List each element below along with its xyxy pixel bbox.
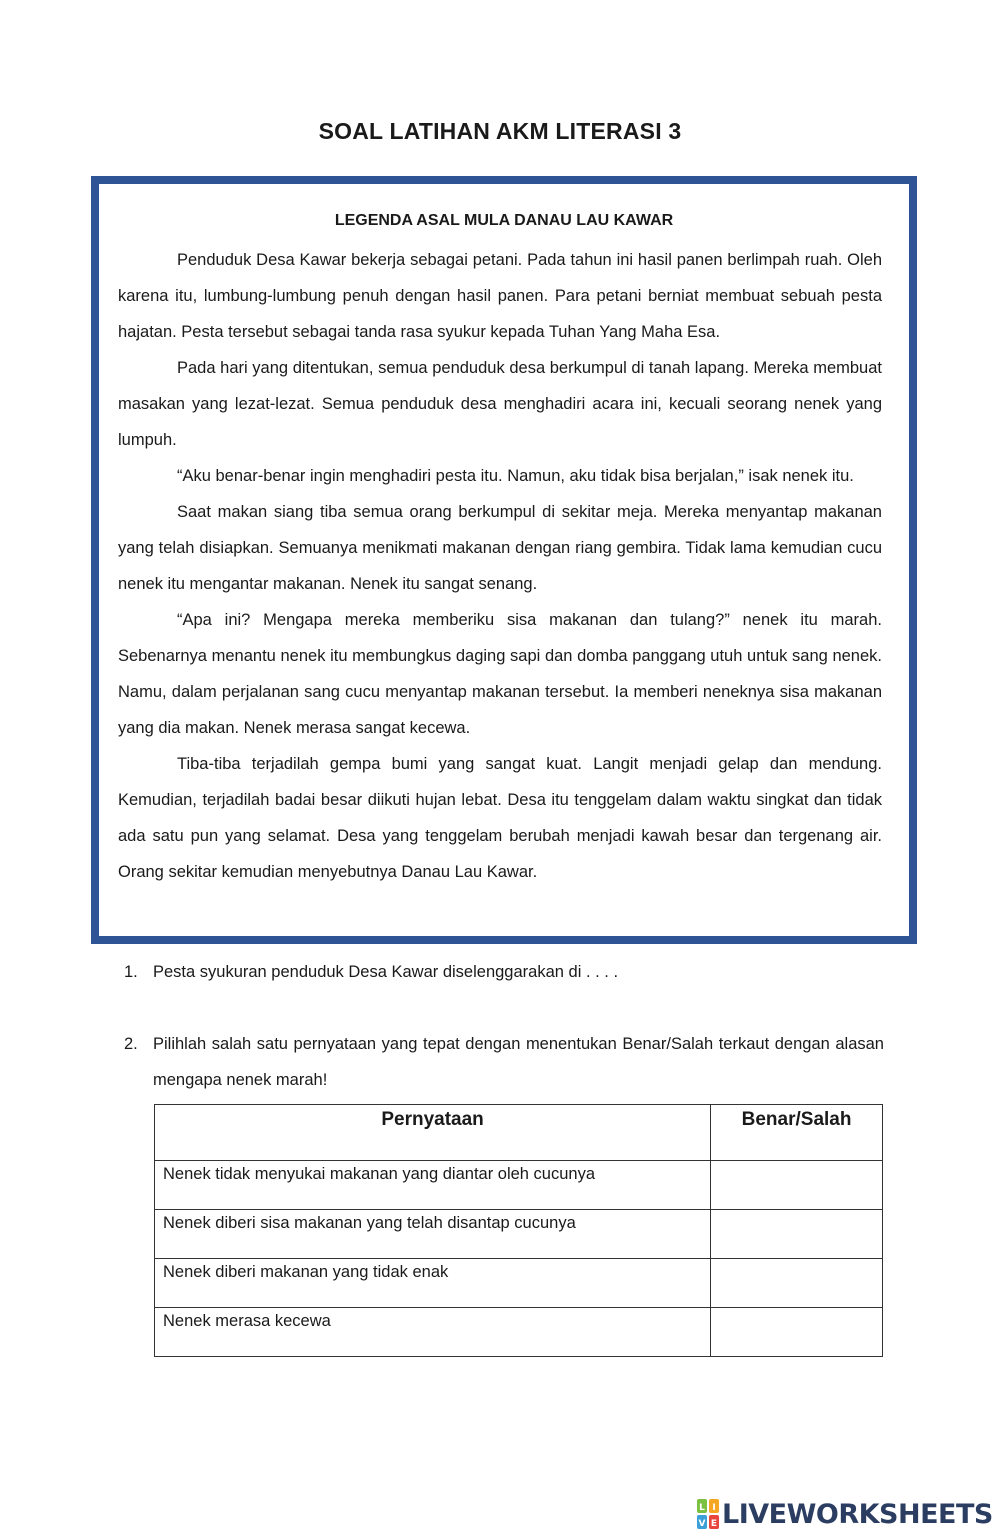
story-title: LEGENDA ASAL MULA DANAU LAU KAWAR xyxy=(334,212,674,229)
header-statement: Pernyataan xyxy=(155,1105,711,1161)
question-number: 1. xyxy=(124,963,138,981)
statement-cell: Nenek diberi sisa makanan yang telah disantap cucunya xyxy=(155,1210,711,1259)
table-row xyxy=(155,1308,883,1357)
statement-cell: Nenek merasa kecewa xyxy=(155,1308,711,1357)
story-paragraph: Saat makan siang tiba semua orang berkumpul di sekitar meja. Mereka menyantap makanan yang telah disiapkan. Semuanya menikmati makanan dengan riang gembira. Tidak lama kemudian cucu nenek itu mengantar makanan. Nenek itu sangat senang. xyxy=(118,503,882,593)
svg-text:L: L xyxy=(699,1503,705,1513)
story-box xyxy=(91,176,917,944)
story-paragraph: “Apa ini? Mengapa mereka memberiku sisa makanan dan tulang?” nenek itu marah. Sebenarnya menantu nenek itu membungkus daging sapi dan domba panggang utuh untuk sang nenek. Namu, dalam perjalanan sang cucu menyantap makanan tersebut. Ia memberi neneknya sisa makanan yang dia makan. Nenek merasa sangat kecewa. xyxy=(118,611,882,737)
answer-cell[interactable] xyxy=(711,1308,883,1357)
question-number: 2. xyxy=(124,1035,138,1053)
statement-cell: Nenek tidak menyukai makanan yang diantar oleh cucunya xyxy=(155,1161,711,1210)
question-2 xyxy=(124,1026,884,1098)
table-row xyxy=(155,1210,883,1259)
answer-cell[interactable] xyxy=(711,1259,883,1308)
svg-text:E: E xyxy=(710,1519,718,1529)
question-text: Pilihlah salah satu pernyataan yang tepat dengan menentukan Benar/Salah terkaut dengan alasan mengapa nenek marah! xyxy=(153,1035,884,1089)
story-paragraph: Tiba-tiba terjadilah gempa bumi yang sangat kuat. Langit menjadi gelap dan mendung. Kemudian, terjadilah badai besar diikuti hujan lebat. Desa itu tenggelam dalam waktu singkat dan tidak ada satu pun yang selamat. Desa yang tenggelam berubah menjadi kawah besar dan tergenang air. Orang sekitar kemudian menyebutnya Danau Lau Kawar. xyxy=(118,755,882,881)
story-body xyxy=(118,242,882,890)
story-paragraph: “Aku benar-benar ingin menghadiri pesta itu. Namun, aku tidak bisa berjalan,” isak nenek itu. xyxy=(177,467,854,485)
answer-cell[interactable] xyxy=(711,1161,883,1210)
table-row xyxy=(155,1259,883,1308)
table-header-row xyxy=(155,1105,883,1161)
answer-cell[interactable] xyxy=(711,1210,883,1259)
svg-text:I: I xyxy=(712,1503,716,1513)
logo-text: LIVEWORKSHEETS xyxy=(722,1498,993,1530)
statement-cell: Nenek diberi makanan yang tidak enak xyxy=(155,1259,711,1308)
question-text: Pesta syukuran penduduk Desa Kawar diselenggarakan di . . . . xyxy=(153,963,619,981)
liveworksheets-mark-icon xyxy=(697,1499,719,1529)
svg-text:V: V xyxy=(698,1519,706,1529)
liveworksheets-logo xyxy=(697,1497,993,1531)
story-paragraph: Penduduk Desa Kawar bekerja sebagai petani. Pada tahun ini hasil panen berlimpah ruah. Oleh karena itu, lumbung-lumbung penuh dengan hasil panen. Para petani berniat membuat sebuah pesta hajatan. Pesta tersebut sebagai tanda rasa syukur kepada Tuhan Yang Maha Esa. xyxy=(118,251,882,341)
header-answer: Benar/Salah xyxy=(711,1105,883,1161)
page-title: SOAL LATIHAN AKM LITERASI 3 xyxy=(318,118,682,144)
answer-table xyxy=(154,1104,883,1357)
story-paragraph: Pada hari yang ditentukan, semua penduduk desa berkumpul di tanah lapang. Mereka membuat masakan yang lezat-lezat. Semua penduduk desa menghadiri acara ini, kecuali seorang nenek yang lumpuh. xyxy=(118,359,882,449)
question-1 xyxy=(124,954,884,990)
table-row xyxy=(155,1161,883,1210)
